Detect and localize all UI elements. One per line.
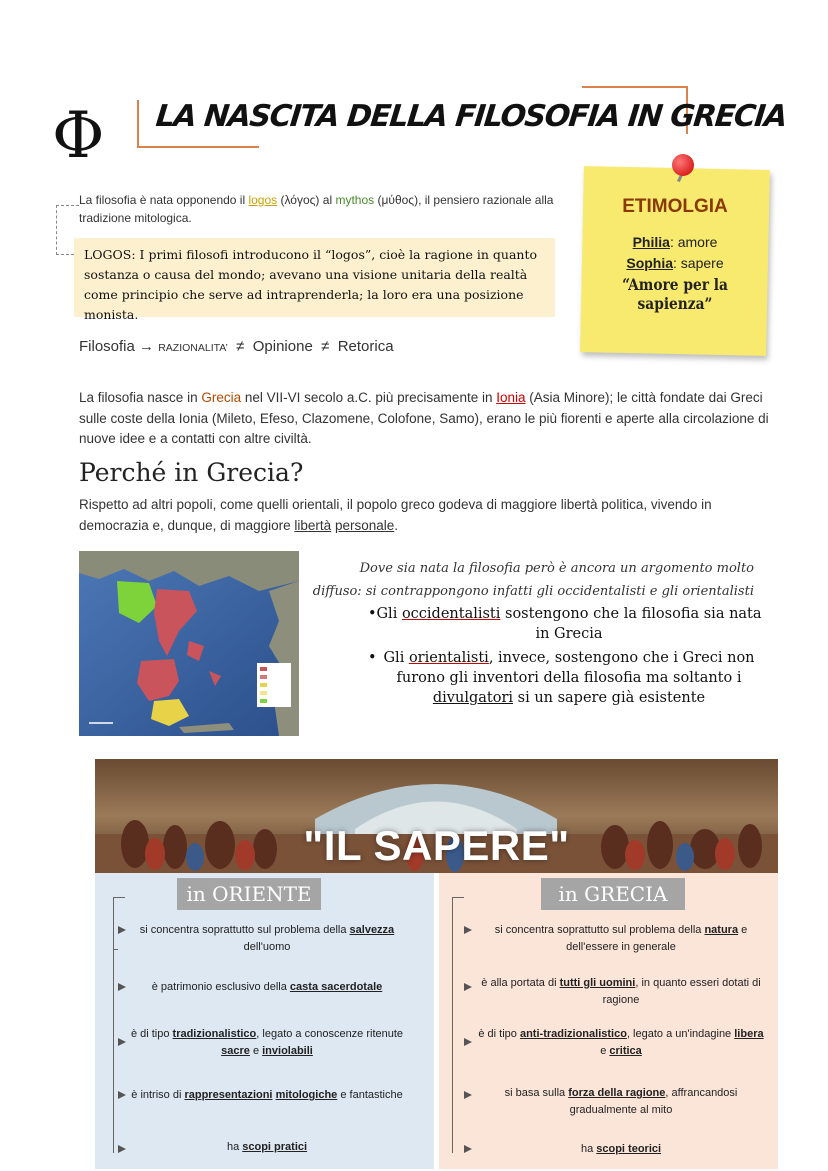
item-keyword: libera: [734, 1028, 764, 1040]
connector-tick: [113, 949, 118, 950]
grecia-item-indagine: [476, 1026, 766, 1060]
item-part: , in quanto esseri dotati di ragione: [602, 977, 761, 1006]
pushpin-icon: [672, 154, 694, 176]
oriente-item-scopi: [130, 1139, 404, 1156]
formula-opinione: Opinione: [252, 338, 313, 355]
arrow-icon: [464, 926, 472, 934]
para-part: La filosofia nasce in: [79, 390, 202, 405]
logos-word: logos: [248, 193, 278, 207]
item-keyword: forza della ragione: [568, 1087, 666, 1099]
formula-filosofia: Filosofia: [79, 338, 135, 355]
item-keyword: salvezza: [349, 924, 395, 936]
item-keyword: mitologiche: [275, 1089, 338, 1101]
para-part: (Asia Minore); le città fondate dai Greci sulle coste della Ionia (Mileto, Efeso, Clazomene, Colofone, Samo), erano le più fiorenti e aperte alla circolazione di nuove idee e a contatti con altre civiltà.: [79, 390, 769, 446]
sophia-meaning: : sapere: [673, 255, 724, 271]
item-keyword: tradizionalistico: [172, 1028, 257, 1040]
item-part: ha: [580, 1143, 597, 1155]
bullet-occidentalisti: [362, 604, 762, 644]
para-part: .: [394, 517, 398, 533]
item-part: , affrancandosi gradualmente al mito: [569, 1087, 738, 1116]
oriente-column: [95, 873, 434, 1169]
grecia-word: Grecia: [201, 390, 242, 405]
bullet-part: , invece, sostengono che i Greci non furono gli inventori della filosofia ma soltanto i: [396, 650, 755, 686]
philia-word: Philia: [632, 234, 670, 250]
divulgatori-word: divulgatori: [432, 690, 514, 706]
arrow-icon: [464, 1038, 472, 1046]
formula-razionalita: RAZIONALITA’: [158, 342, 228, 354]
personale-word: personale: [334, 517, 395, 533]
para-part: nel VII-VI secolo a.C. più precisamente in: [241, 390, 497, 405]
bullet-part: Gli: [383, 650, 409, 666]
bullet-part: sostengono che la filosofia sia nata in Grecia: [500, 606, 762, 642]
item-part: e: [600, 1045, 610, 1057]
item-keyword: critica: [609, 1045, 642, 1057]
connector-tick: [452, 897, 464, 898]
grecia-item-ragione: [476, 1085, 766, 1119]
grecia-item-natura: [476, 922, 766, 956]
item-part: è di tipo: [130, 1028, 173, 1040]
oriente-item-tradizione: [130, 1026, 404, 1060]
item-part: è alla portata di: [481, 977, 560, 989]
arrow-icon: [118, 1091, 126, 1099]
item-keyword: anti-tradizionalistico: [519, 1028, 627, 1040]
etimologia-sophia: [582, 255, 768, 271]
mythos-word: mythos: [335, 193, 375, 207]
arrow-icon: [464, 1145, 472, 1153]
not-equal-icon: ≠: [236, 338, 245, 355]
oriente-item-salvezza: [130, 922, 404, 956]
item-part: è di tipo: [478, 1028, 520, 1040]
etimologia-quote: “Amore per la sapienza”: [622, 275, 728, 313]
intro-part: (μύθος), il pensiero razionale alla tradizione mitologica.: [79, 193, 554, 225]
il-sapere-title: "IL SAPERE": [303, 822, 570, 869]
grecia-item-scopi: [476, 1141, 766, 1158]
bullet-orientalisti: [362, 648, 762, 708]
formula-retorica: Retorica: [337, 338, 394, 355]
phi-symbol: Φ: [52, 99, 105, 173]
para-part: Rispetto ad altri popoli, come quelli orientali, il popolo greco godeva di maggiore libertà politica, vivendo in democrazia e, dunque, di maggiore: [79, 497, 712, 533]
item-keyword: scopi pratici: [242, 1141, 308, 1153]
item-part: ha: [226, 1141, 243, 1153]
filosofia-formula: [79, 338, 394, 355]
occidentalisti-word: occidentalisti: [401, 606, 501, 622]
grecia-column: [439, 873, 778, 1169]
oriente-item-mitologia: [130, 1087, 404, 1104]
arrow-icon: [464, 983, 472, 991]
grecia-item-uomini: [476, 975, 766, 1009]
etimologia-title: ETIMOLGIA: [622, 196, 728, 217]
debate-intro: Dove sia nata la filosofia però è ancora un argomento molto diffuso: si contrappongono infatti gli occidentalisti e gli orientalisti: [312, 561, 754, 599]
grecia-header: in GRECIA: [541, 878, 685, 910]
item-part: è patrimonio esclusivo della: [151, 981, 290, 993]
perche-paragraph: [79, 495, 779, 536]
orientalisti-word: orientalisti: [408, 650, 489, 666]
liberta-word: libertà: [294, 517, 332, 533]
item-part: e fantastiche: [337, 1089, 403, 1101]
intro-part: La filosofia è nata opponendo il: [79, 193, 249, 207]
item-keyword: inviolabili: [262, 1045, 313, 1057]
intro-text: [79, 191, 559, 227]
item-keyword: rappresentazioni: [184, 1089, 273, 1101]
greece-map-image: [79, 551, 299, 736]
grecia-connector-line: [452, 897, 453, 1153]
arrow-icon: [118, 926, 126, 934]
arrow-right-icon: →: [139, 338, 155, 355]
intro-part: (λόγος) al: [277, 193, 336, 207]
bullet-icon: •: [368, 606, 377, 622]
bullet-icon: •: [368, 650, 377, 666]
item-part: si concentra soprattutto sul problema della: [139, 924, 350, 936]
oriente-header: in ORIENTE: [177, 878, 321, 910]
perche-heading: Perché in Grecia?: [79, 458, 304, 487]
bullet-part: si un sapere già esistente: [513, 690, 706, 706]
arrow-icon: [118, 1038, 126, 1046]
item-keyword: casta sacerdotale: [289, 981, 383, 993]
page-title: LA NASCITA DELLA FILOSOFIA IN GRECIA: [154, 99, 788, 134]
debate-bullet-list: [362, 604, 762, 712]
oriente-item-casta: [130, 979, 404, 996]
item-part: e: [249, 1045, 263, 1057]
bullet-part: Gli: [376, 606, 402, 622]
logos-definition-box: LOGOS: I primi filosofi introducono il “logos”, cioè la ragione in quanto sostanza o causa del mondo; avevano una visione unitaria della realtà come principio che serve ad intraprenderla; la loro era una posizione monista.: [74, 238, 555, 317]
item-part: è intriso di: [131, 1089, 185, 1101]
grecia-paragraph: [79, 388, 779, 450]
ionia-word: Ionia: [496, 390, 526, 405]
connector-tick: [113, 897, 125, 898]
item-part: si concentra soprattutto sul problema della: [494, 924, 705, 936]
item-part: e dell'essere in generale: [566, 924, 748, 953]
philia-meaning: : amore: [669, 234, 718, 250]
item-part: , legato a conoscenze ritenute: [256, 1028, 404, 1040]
not-equal-icon: ≠: [321, 338, 330, 355]
arrow-icon: [118, 983, 126, 991]
item-part: si basa sulla: [504, 1087, 569, 1099]
item-keyword: sacre: [221, 1045, 250, 1057]
sophia-word: Sophia: [626, 255, 674, 271]
item-keyword: tutti gli uomini: [559, 977, 636, 989]
oriente-connector-line: [113, 897, 114, 1153]
arrow-icon: [118, 1145, 126, 1153]
item-keyword: natura: [704, 924, 739, 936]
item-part: , legato a un'indagine: [626, 1028, 735, 1040]
item-part: dell'uomo: [243, 941, 291, 953]
arrow-icon: [464, 1091, 472, 1099]
etimologia-philia: [582, 234, 768, 250]
item-keyword: scopi teorici: [596, 1143, 662, 1155]
